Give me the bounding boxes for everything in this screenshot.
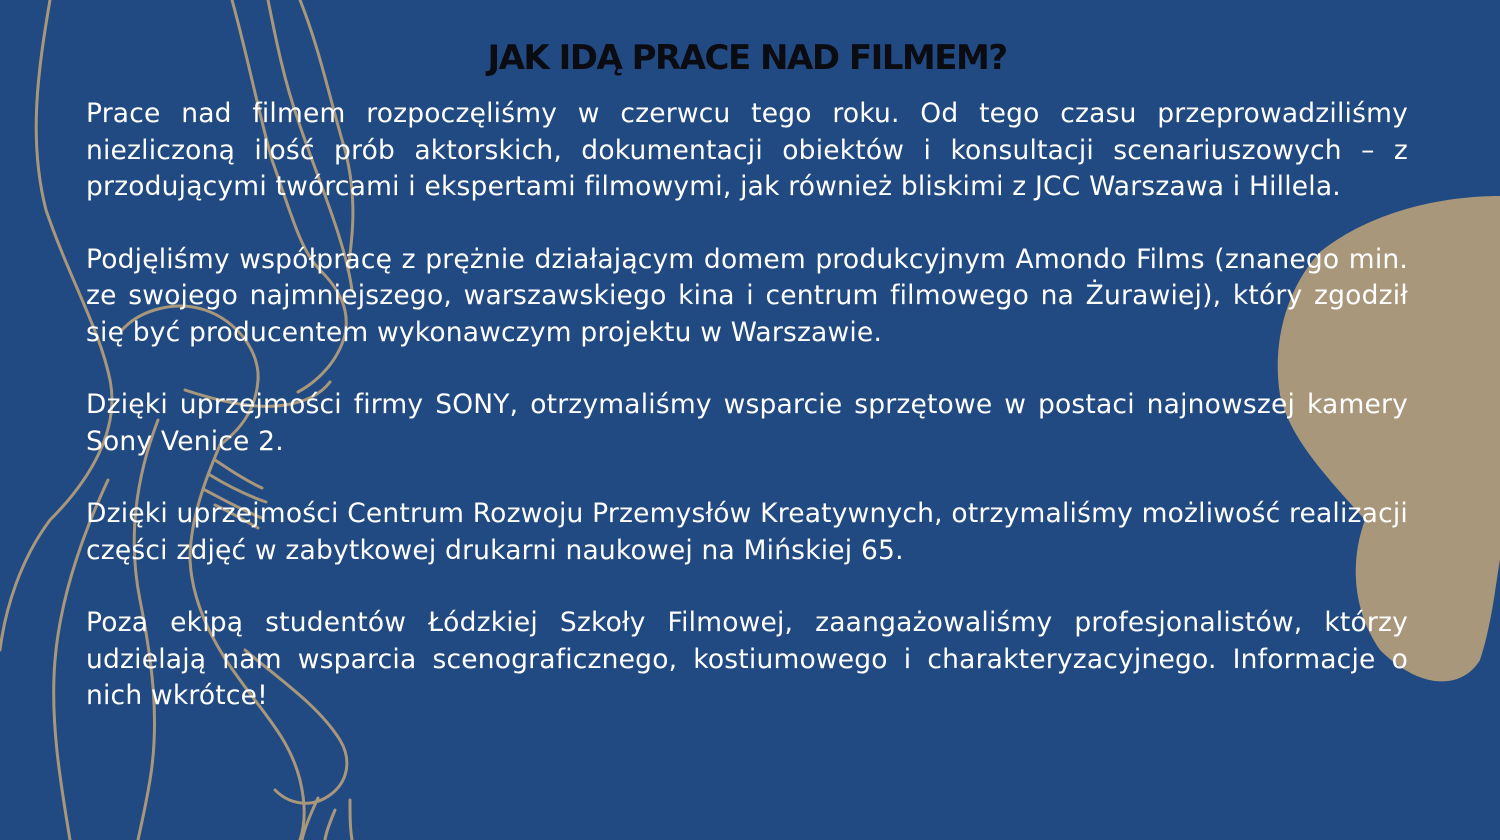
slide-title: JAK IDĄ PRACE NAD FILMEM? — [487, 38, 1007, 78]
slide-content — [86, 30, 1408, 751]
paragraph-amondo-films: Podjęliśmy współpracę z prężnie działającym domem produkcyjnym Amondo Films (znanego min. ze swojego najmniejszego, warszawskiego kina i centrum filmowego na Żurawiej), który zgodził się być producentem wykonawczym projektu w Warszawie. — [86, 243, 1408, 348]
paragraph-crew: Poza ekipą studentów Łódzkiej Szkoły Filmowej, zaangażowaliśmy profesjonalistów, którzy udzielają nam wsparcia scenograficznego, kostiumowego i charakteryzacyjnego. Informacje o nich wkrótce! — [86, 607, 1408, 711]
paragraph-production-start: Prace nad filmem rozpoczęliśmy w czerwcu tego roku. Od tego czasu przeprowadziliśmy niezliczoną ilość prób aktorskich, dokumentacji obiektów i konsultacji scenariuszowych – z przodującymi twórcami i ekspertami filmowymi, jak również bliskimi z JCC Warszawa i Hillela. — [86, 98, 1408, 202]
paragraph-sony-support: Dzięki uprzejmości firmy SONY, otrzymaliśmy wsparcie sprzętowe w postaci najnowszej kamery Sony Venice 2. — [86, 389, 1408, 457]
paragraph-crpk-support: Dzięki uprzejmości Centrum Rozwoju Przemysłów Kreatywnych, otrzymaliśmy możliwość realizacji części zdjęć w zabytkowej drukarni naukowej na Mińskiej 65. — [86, 498, 1408, 566]
